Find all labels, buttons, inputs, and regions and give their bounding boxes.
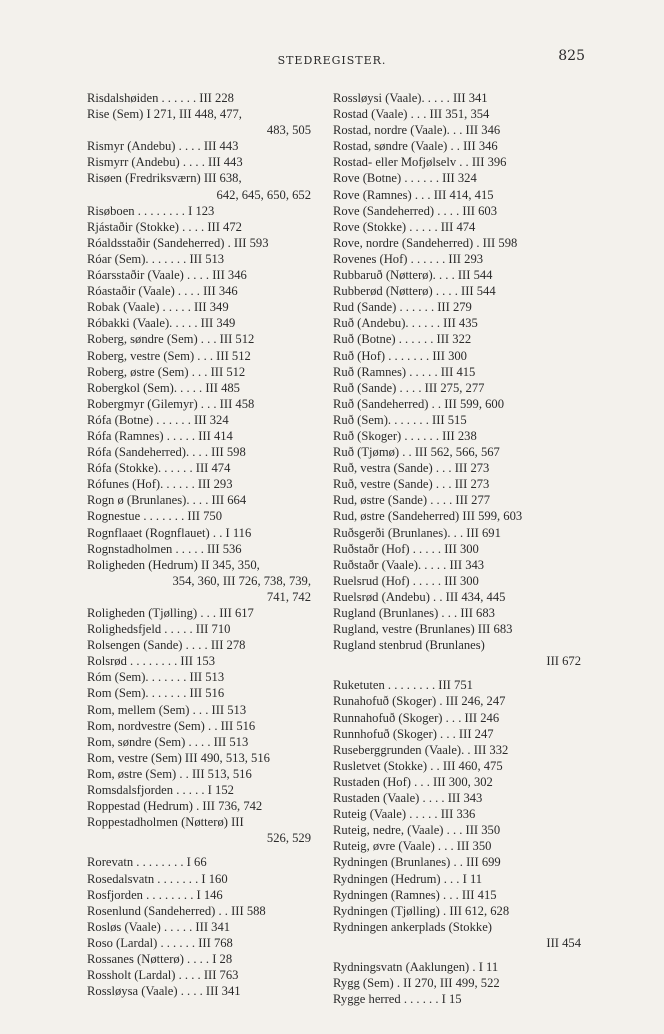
index-entry: Rolsrød . . . . . . . . III 153 xyxy=(87,654,216,669)
index-entry: Rydningsvatn (Aaklungen) . I 11 xyxy=(333,959,499,974)
index-entry: Róarsstaðir (Vaale) . . . . III 346 xyxy=(87,268,247,283)
index-entry: Ruelsrød (Andebu) . . III 434, 445 xyxy=(333,589,506,604)
index-entry: Runahofuð (Skoger) . III 246, 247 xyxy=(333,694,506,709)
index-entry: Rove, nordre (Sandeherred) . III 598 xyxy=(333,235,518,250)
index-entry: Ruð (Andebu). . . . . . III 435 xyxy=(333,316,478,331)
index-entry: Rove (Ramnes) . . . III 414, 415 xyxy=(333,187,494,202)
index-entry: Ruð (Sande) . . . . III 275, 277 xyxy=(333,380,485,395)
index-entry: Ruelsrud (Hof) . . . . . III 300 xyxy=(333,573,479,588)
index-entry: Robergmyr (Gilemyr) . . . III 458 xyxy=(87,396,255,411)
index-entry: Rusletvet (Stokke) . . III 460, 475 xyxy=(333,758,503,773)
index-entry: Ruð (Skoger) . . . . . . III 238 xyxy=(333,428,477,443)
index-entry: Rud, østre (Sande) . . . . III 277 xyxy=(333,493,491,508)
index-entry: Rossholt (Lardal) . . . . III 763 xyxy=(87,968,239,983)
index-entry: Róm (Sem). . . . . . . III 513 xyxy=(87,670,225,685)
index-entry: Rubbaruð (Nøtterø). . . . III 544 xyxy=(333,268,493,283)
index-entry: Rydningen (Ramnes) . . . III 415 xyxy=(333,887,497,902)
index-entry: Ruð, vestre (Sande) . . . III 273 xyxy=(333,477,490,492)
index-entry: Rófunes (Hof). . . . . . III 293 xyxy=(87,477,233,492)
index-entry: Ruð (Hof) . . . . . . . III 300 xyxy=(333,348,467,363)
index-entry: Ruð (Sandeherred) . . III 599, 600 xyxy=(333,396,505,411)
index-entry: Ruteig, nedre, (Vaale) . . . III 350 xyxy=(333,823,501,838)
index-entry: Rostad, søndre (Vaale) . . III 346 xyxy=(333,139,498,154)
index-entry: Rófa (Botne) . . . . . . III 324 xyxy=(87,412,229,427)
page-number: 825 xyxy=(558,48,585,64)
index-entry: Rosfjorden . . . . . . . . I 146 xyxy=(87,887,223,902)
index-entry: Rismyrr (Andebu) . . . . III 443 xyxy=(87,155,243,170)
index-column-right xyxy=(333,90,585,1007)
index-entry: Rogn ø (Brunlanes). . . . III 664 xyxy=(87,493,247,508)
index-entry: Róastaðir (Vaale) . . . . III 346 xyxy=(87,284,238,299)
index-entry: Rófa (Ramnes) . . . . . III 414 xyxy=(87,428,233,443)
index-entry: Rismyr (Andebu) . . . . III 443 xyxy=(87,139,239,154)
index-entry: Ruðsgerði (Brunlanes). . . III 691 xyxy=(333,525,501,540)
index-entry: Roligheden (Tjølling) . . . III 617 xyxy=(87,606,254,620)
index-entry-continuation: III 454 xyxy=(546,935,581,950)
index-entry-continuation: 526, 529 xyxy=(266,831,311,846)
index-entry-continuation: 642, 645, 650, 652 xyxy=(216,187,311,202)
index-entry: Runnahofuð (Skoger) . . . III 246 xyxy=(333,710,500,725)
index-entry: Rydningen (Tjølling) . III 612, 628 xyxy=(333,903,510,918)
index-entry: Rise (Sem) I 271, III 448, 477, xyxy=(87,107,242,122)
index-entry: Rustaden (Hof) . . . III 300, 302 xyxy=(333,774,493,789)
index-entry: Ruð (Botne) . . . . . . III 322 xyxy=(333,332,472,347)
index-entry: Rossløysa (Vaale) . . . . III 341 xyxy=(87,984,241,999)
index-entry: Rolighedsfjeld . . . . . III 710 xyxy=(87,622,231,637)
index-column-left xyxy=(87,90,315,999)
index-entry: Rom (Sem). . . . . . . III 516 xyxy=(87,686,225,701)
index-entry: Risøboen . . . . . . . . I 123 xyxy=(87,203,215,218)
index-entry: Rostad- eller Mofjølselv . . III 396 xyxy=(333,155,507,170)
index-entry: Rugland, vestre (Brunlanes) III 683 xyxy=(333,622,513,637)
index-entry-continuation: 483, 505 xyxy=(266,123,311,138)
index-entry: Ruketuten . . . . . . . . III 751 xyxy=(333,678,473,693)
index-entry: Rosedalsvatn . . . . . . . I 160 xyxy=(87,871,228,886)
index-entry: Rove (Sandeherred) . . . . III 603 xyxy=(333,203,498,218)
index-entry-continuation: 354, 360, III 726, 738, 739, xyxy=(172,573,311,588)
running-header: STEDREGISTER. xyxy=(277,54,387,67)
index-entry: Róaldsstaðir (Sandeherred) . III 593 xyxy=(87,235,269,250)
index-entry: Robak (Vaale) . . . . . III 349 xyxy=(87,300,229,315)
index-entry: Rognstadholmen . . . . . III 536 xyxy=(87,541,242,556)
index-entry: Rud (Sande) . . . . . . III 279 xyxy=(333,300,472,315)
index-entry: Rognestue . . . . . . . III 750 xyxy=(87,509,223,524)
index-entry: Rugland (Brunlanes) . . . III 683 xyxy=(333,606,495,620)
index-entry: Rolsengen (Sande) . . . . III 278 xyxy=(87,638,246,653)
index-entry: Roberg, søndre (Sem) . . . III 512 xyxy=(87,332,255,347)
index-entry-continuation: 741, 742 xyxy=(266,589,311,604)
index-entry: Risøen (Fredriksværn) III 638, xyxy=(87,171,242,186)
index-entry: Rydningen (Hedrum) . . . I 11 xyxy=(333,871,483,886)
index-entry: Roso (Lardal) . . . . . . III 768 xyxy=(87,935,233,950)
index-entry: Rygg (Sem) . II 270, III 499, 522 xyxy=(333,976,500,991)
index-entry: Roligheden (Hedrum) II 345, 350, xyxy=(87,557,260,572)
index-entry: Robergkol (Sem). . . . . III 485 xyxy=(87,380,240,395)
index-entry: Rom, nordvestre (Sem) . . III 516 xyxy=(87,718,256,733)
index-entry: Rorevatn . . . . . . . . I 66 xyxy=(87,855,207,870)
index-entry: Ruðstaðr (Vaale). . . . . III 343 xyxy=(333,557,485,572)
index-entry: Ruteig, øvre (Vaale) . . . III 350 xyxy=(333,839,492,854)
index-entry: Rom, mellem (Sem) . . . III 513 xyxy=(87,702,247,717)
index-entry: Roberg, østre (Sem) . . . III 512 xyxy=(87,364,246,379)
index-entry: Runnhofuð (Skoger) . . . III 247 xyxy=(333,726,494,741)
index-entry: Ruðstaðr (Hof) . . . . . III 300 xyxy=(333,541,479,556)
index-entry: Rom, søndre (Sem) . . . . III 513 xyxy=(87,734,249,749)
index-entry: Rom, østre (Sem) . . III 513, 516 xyxy=(87,766,252,781)
index-entry: Rove (Stokke) . . . . . III 474 xyxy=(333,219,476,234)
index-entry: Ruseberggrunden (Vaale). . III 332 xyxy=(333,742,509,757)
index-entry: Rovenes (Hof) . . . . . . III 293 xyxy=(333,251,484,266)
index-entry: Romsdalsfjorden . . . . . I 152 xyxy=(87,783,234,798)
index-entry: Rydningen (Brunlanes) . . III 699 xyxy=(333,855,501,870)
index-entry: Rom, vestre (Sem) III 490, 513, 516 xyxy=(87,750,270,765)
index-entry: Rostad, nordre (Vaale). . . III 346 xyxy=(333,123,501,138)
index-entry: Róar (Sem). . . . . . . III 513 xyxy=(87,251,225,266)
index-entry: Róbakki (Vaale). . . . . III 349 xyxy=(87,316,236,331)
index-entry: Rjástaðir (Stokke) . . . . III 472 xyxy=(87,219,242,234)
index-entry: Ruð (Tjømø) . . III 562, 566, 567 xyxy=(333,445,500,460)
index-entry: Rófa (Sandeherred). . . . III 598 xyxy=(87,445,246,460)
index-entry: Rossløysi (Vaale). . . . . III 341 xyxy=(333,91,488,105)
index-entry: Rubberød (Nøtterø) . . . . III 544 xyxy=(333,284,496,299)
index-entry: Rostad (Vaale) . . . III 351, 354 xyxy=(333,107,490,122)
index-entry: Rud, østre (Sandeherred) III 599, 603 xyxy=(333,509,523,524)
index-entry: Rustaden (Vaale) . . . . III 343 xyxy=(333,791,483,806)
index-entry: Rosløs (Vaale) . . . . . III 341 xyxy=(87,919,231,934)
index-entry: Rove (Botne) . . . . . . III 324 xyxy=(333,171,477,186)
index-entry: Rugland stenbrud (Brunlanes) xyxy=(333,638,485,653)
index-entry: Rossanes (Nøtterø) . . . . I 28 xyxy=(87,951,233,966)
index-entry: Ruð (Ramnes) . . . . . III 415 xyxy=(333,364,476,379)
index-entry: Ruteig (Vaale) . . . . . III 336 xyxy=(333,807,476,822)
index-entry: Rognflaaet (Rognflauet) . . I 116 xyxy=(87,525,252,540)
index-entry: Rydningen ankerplads (Stokke) xyxy=(333,919,492,934)
index-entry-continuation: III 672 xyxy=(546,654,581,669)
index-entry: Roppestad (Hedrum) . III 736, 742 xyxy=(87,799,263,814)
index-entry: Roberg, vestre (Sem) . . . III 512 xyxy=(87,348,251,363)
index-entry: Risdalshøiden . . . . . . III 228 xyxy=(87,91,234,105)
index-entry: Ruð (Sem). . . . . . . III 515 xyxy=(333,412,467,427)
index-entry: Roppestadholmen (Nøtterø) III xyxy=(87,815,244,830)
index-entry: Ruð, vestra (Sande) . . . III 273 xyxy=(333,461,490,476)
index-entry: Rosenlund (Sandeherred) . . III 588 xyxy=(87,903,266,918)
index-entry: Rófa (Stokke). . . . . . III 474 xyxy=(87,461,231,476)
index-entry: Rygge herred . . . . . . I 15 xyxy=(333,992,462,1007)
